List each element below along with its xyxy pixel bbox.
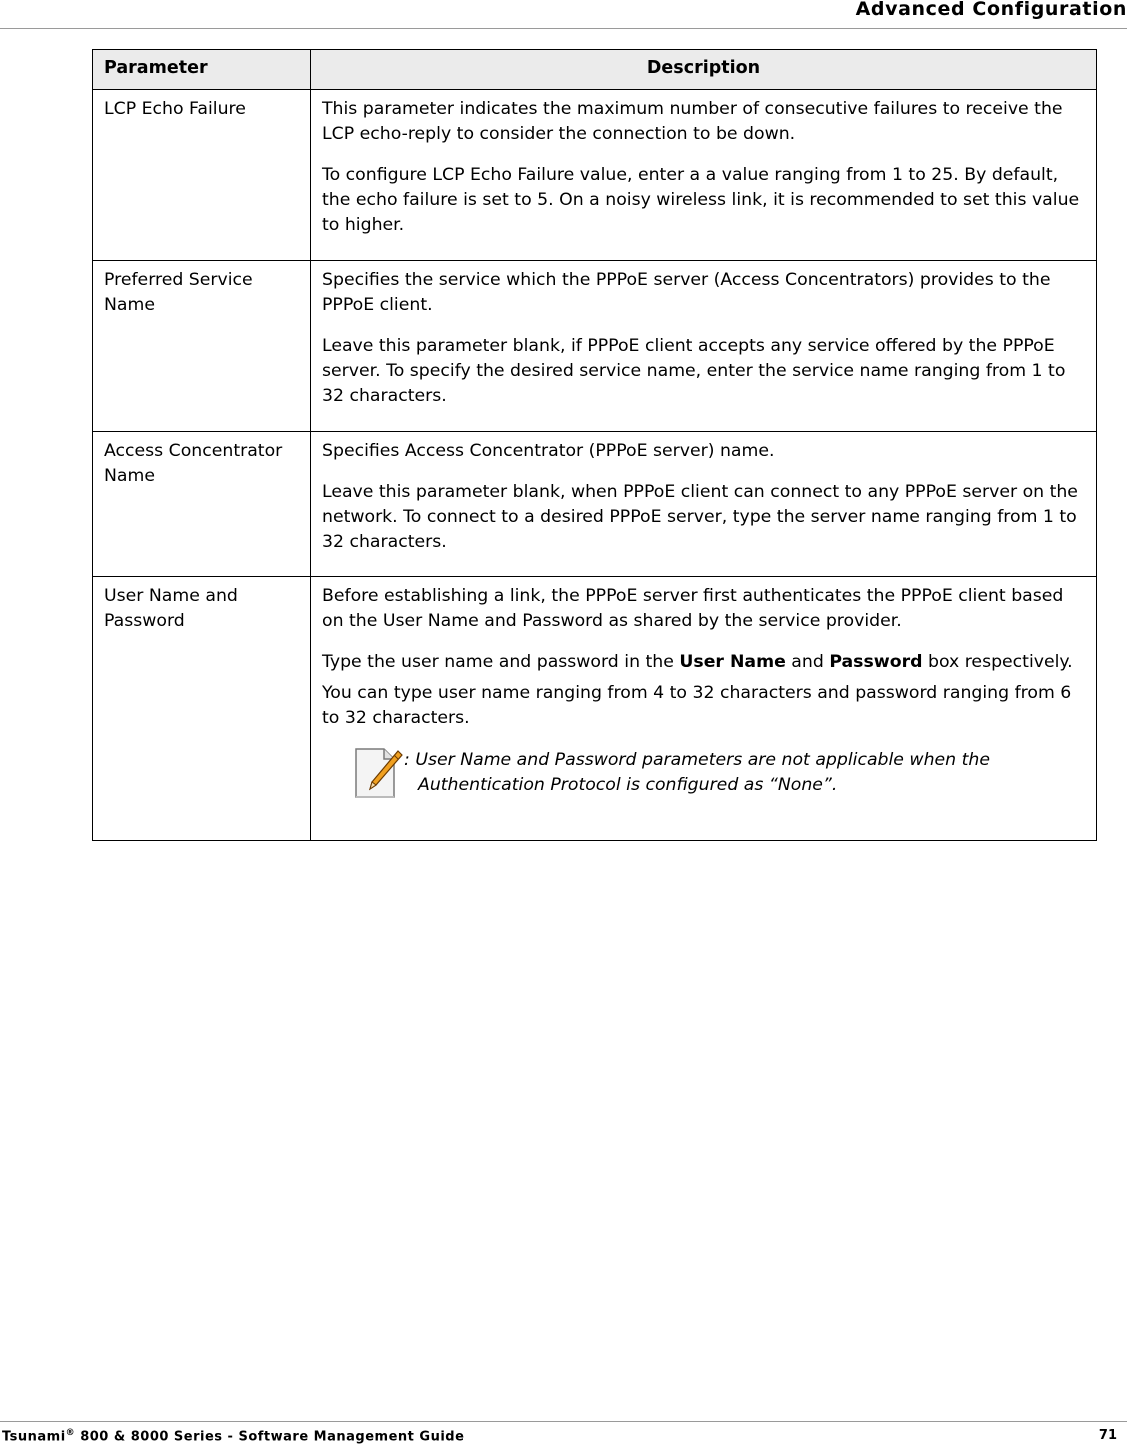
registered-mark: ®	[65, 1428, 76, 1438]
description-cell	[311, 261, 1097, 432]
description-paragraph	[322, 650, 1085, 675]
guide-title: 800 & 8000 Series - Software Management Guide	[75, 1429, 465, 1445]
password-label-ref: Password	[829, 652, 923, 672]
column-header-parameter: Parameter	[93, 50, 311, 90]
description-paragraph: Leave this parameter blank, if PPPoE client accepts any service offered by the PPPoE server. To specify the desired service name, enter the service name ranging from 1 to 32 characters.	[322, 336, 1066, 406]
footer-divider	[0, 1421, 1127, 1422]
text-run: box respectively.	[922, 652, 1073, 672]
user-name-label-ref: User Name	[679, 652, 786, 672]
description-paragraph: To configure LCP Echo Failure value, enter a a value ranging from 1 to 25. By default, the echo failure is set to 5. On a noisy wireless link, it is recommended to set this value to higher.	[322, 165, 1080, 235]
description-paragraph: Before establishing a link, the PPPoE server first authenticates the PPPoE client based on the User Name and Password as shared by the service provider.	[322, 586, 1064, 631]
parameter-cell: LCP Echo Failure	[93, 90, 311, 261]
note-pencil-icon	[348, 745, 404, 803]
table-row	[93, 577, 1097, 841]
parameter-cell: User Name and Password	[93, 577, 311, 841]
description-paragraph: You can type user name ranging from 4 to 32 characters and password ranging from 6 to 32 characters.	[322, 683, 1072, 728]
text-run: Type the user name and password in the	[322, 652, 680, 672]
note-block	[322, 748, 1085, 803]
parameter-cell: Access Concentrator Name	[93, 432, 311, 577]
parameter-table	[92, 49, 1097, 841]
note-text	[404, 748, 990, 798]
note-line: Authentication Protocol is configured as “None”.	[418, 775, 838, 795]
table-row	[93, 432, 1097, 577]
text-run: and	[785, 652, 830, 672]
table-row	[93, 90, 1097, 261]
footer-guide-title	[2, 1428, 464, 1444]
description-cell	[311, 577, 1097, 841]
note-line: : User Name and Password parameters are not applicable when the	[404, 750, 990, 770]
product-name: Tsunami	[2, 1429, 66, 1445]
description-paragraph: Specifies Access Concentrator (PPPoE server) name.	[322, 441, 775, 461]
description-paragraph: Leave this parameter blank, when PPPoE client can connect to any PPPoE server on the network. To connect to a desired PPPoE server, type the server name ranging from 1 to 32 characters.	[322, 482, 1078, 552]
description-paragraph: Specifies the service which the PPPoE server (Access Concentrators) provides to the PPPoE client.	[322, 270, 1051, 315]
table-header-row	[93, 50, 1097, 90]
section-title: Advanced Configuration	[855, 0, 1127, 20]
header-divider	[0, 28, 1127, 29]
parameter-cell: Preferred Service Name	[93, 261, 311, 432]
table-row	[93, 261, 1097, 432]
description-paragraph: This parameter indicates the maximum number of consecutive failures to receive the LCP echo-reply to consider the connection to be down.	[322, 99, 1063, 144]
column-header-description: Description	[311, 50, 1097, 90]
page-number: 71	[1098, 1428, 1117, 1443]
description-cell	[311, 90, 1097, 261]
description-cell	[311, 432, 1097, 577]
